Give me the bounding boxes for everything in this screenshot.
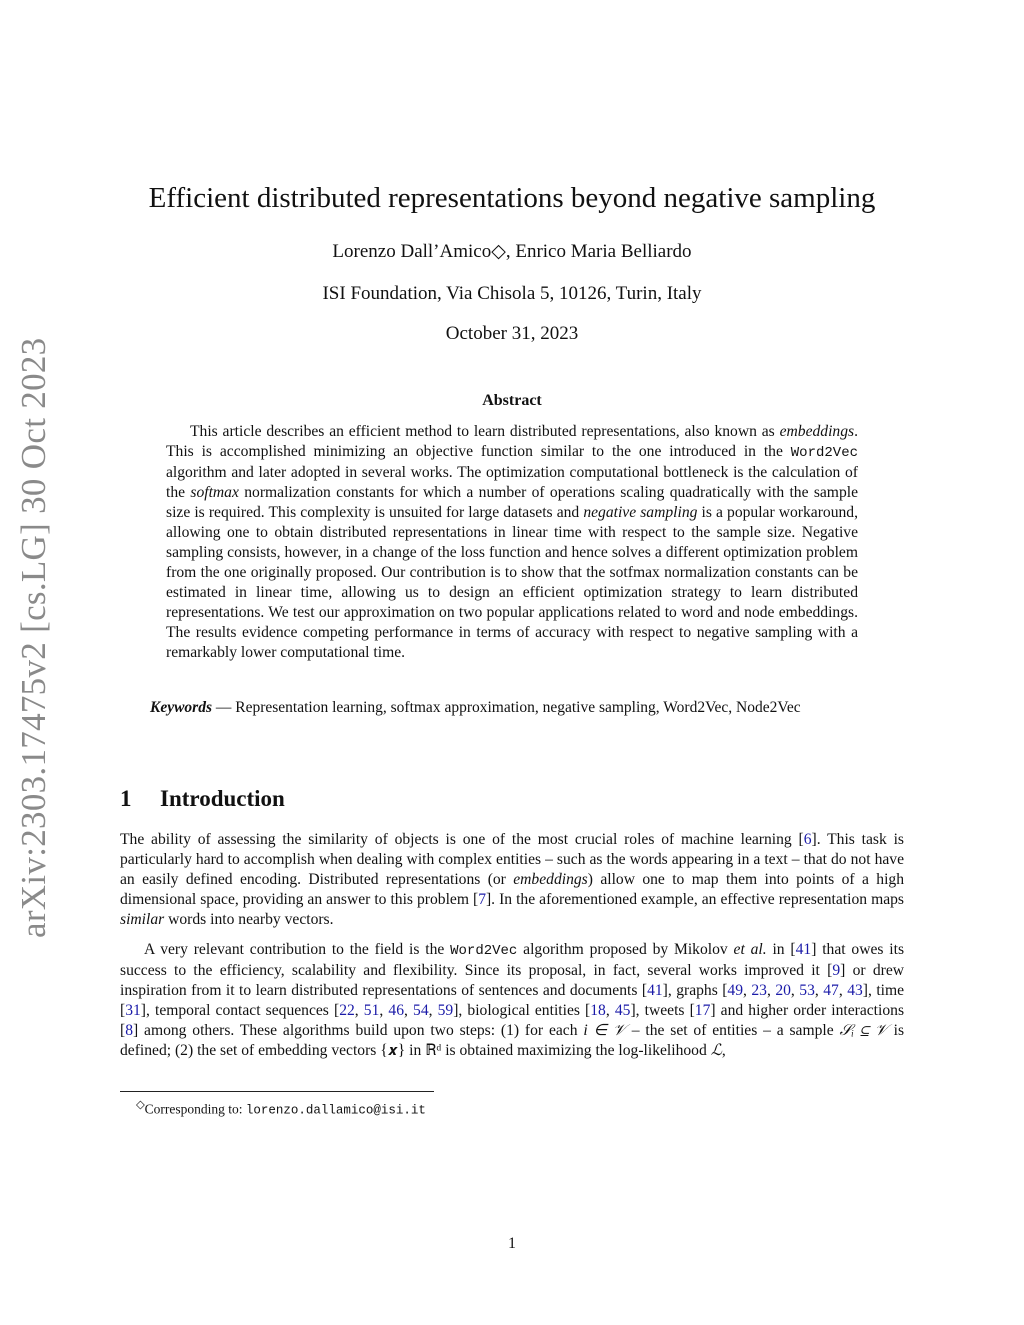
text-segment: ] and higher order interactions [ bbox=[120, 1002, 905, 1039]
citation-link[interactable]: 43 bbox=[847, 982, 863, 999]
citation-link[interactable]: 17 bbox=[694, 1002, 711, 1019]
abstract-segment: This article describes an efficient method to learn distributed representations, also known as bbox=[190, 423, 775, 440]
code-term: Word2Vec bbox=[450, 943, 518, 959]
text-segment: in [ bbox=[766, 941, 796, 958]
abstract-segment: is a popular workaround, allowing one to obtain distributed representations in linear time with respect to the sample size. Negative sampling consists, however, in a change of the loss function and hence solves a different optimization problem from the one originally proposed. Our contribution is to show that the sotfmax normalization constants can be estimated in linear time, allowing us to design an efficient optimization strategy to learn distributed representations. We test our approximation on two popular applications related to word and node embeddings. The results evidence competing performance in terms of accuracy with respect to negative sampling with a remarkably lower computational time. bbox=[166, 504, 858, 661]
citation-link[interactable]: 9 bbox=[832, 962, 841, 979]
abstract-segment: . This is accomplished minimizing an objective function similar to the one introduced in the bbox=[166, 423, 858, 460]
citation-link[interactable]: 23 bbox=[751, 982, 767, 999]
math-expression: ℒ bbox=[710, 1042, 722, 1059]
text-segment: words into nearby vectors. bbox=[164, 911, 334, 928]
page-number: 1 bbox=[508, 1235, 516, 1252]
citation-link[interactable]: 8 bbox=[125, 1022, 133, 1039]
section-number: 1 bbox=[120, 786, 132, 811]
text-segment: ]. In the aforementioned example, an effective representation maps bbox=[485, 891, 904, 908]
abstract-code: Word2Vec bbox=[790, 445, 858, 461]
text-segment: ], biological entities [ bbox=[453, 1002, 591, 1019]
section-title: Introduction bbox=[160, 786, 285, 811]
text-segment: ], graphs [ bbox=[662, 982, 728, 999]
text-segment: is obtained maximizing the log-likelihood bbox=[441, 1042, 711, 1059]
citation-link[interactable]: 6 bbox=[803, 831, 812, 848]
text-segment: ], tweets [ bbox=[630, 1002, 695, 1019]
text-segment: algorithm proposed by Mikolov bbox=[517, 941, 734, 958]
citation-link[interactable]: 46 bbox=[388, 1002, 404, 1019]
abstract-segment: algorithm and later adopted in several works. The optimization computational bottleneck is the calculation of the bbox=[166, 464, 858, 501]
footnote-text: Corresponding to: bbox=[144, 1101, 246, 1117]
emphasis: et al. bbox=[733, 941, 767, 958]
citation-link[interactable]: 7 bbox=[478, 891, 486, 908]
emphasis: embeddings bbox=[513, 871, 588, 888]
abstract-segment: normalization constants for which a number of operations scaling quadratically with the sample size is required. This complexity is unsuited for large datasets and bbox=[166, 484, 858, 521]
citation-link[interactable]: 41 bbox=[795, 941, 812, 958]
text-segment: A very relevant contribution to the field is the bbox=[144, 941, 451, 958]
citation-link[interactable]: 59 bbox=[437, 1002, 454, 1019]
abstract-emphasis: negative sampling bbox=[583, 504, 698, 521]
text-segment: – the set of entities – a sample bbox=[625, 1022, 840, 1039]
paper-affiliation: ISI Foundation, Via Chisola 5, 10126, Turin, Italy bbox=[322, 283, 702, 304]
text-segment: ] or drew inspiration from it to learn distributed representations of sentences and documents [ bbox=[120, 962, 905, 999]
math-expression: i ∈ 𝒱 bbox=[583, 1022, 626, 1039]
citation-link[interactable]: 22 bbox=[339, 1002, 355, 1019]
keywords-line bbox=[150, 698, 910, 718]
footnote-rule bbox=[120, 1091, 434, 1092]
text-segment: ], temporal contact sequences [ bbox=[140, 1002, 340, 1019]
paper-authors: Lorenzo Dall’Amico◇, Enrico Maria Belliardo bbox=[332, 241, 692, 262]
abstract-text bbox=[166, 422, 858, 663]
abstract-emphasis: softmax bbox=[190, 484, 239, 501]
section-heading bbox=[120, 786, 904, 812]
text-segment: ]. This task is particularly hard to accomplish when dealing with complex entities – such as the words appearing in a text – that do not have an easily defined encoding. Distributed representations (or bbox=[120, 831, 904, 888]
emphasis: similar bbox=[120, 911, 165, 928]
paper-date: October 31, 2023 bbox=[445, 323, 579, 344]
citation-link[interactable]: 51 bbox=[363, 1002, 380, 1019]
text-segment: in bbox=[405, 1042, 426, 1059]
citation-link[interactable]: 18 bbox=[590, 1002, 606, 1019]
math-expression: {𝒙} bbox=[380, 1042, 406, 1059]
citation-link[interactable]: 54 bbox=[413, 1002, 429, 1019]
intro-paragraph-2: A very relevant contribution to the field is the Word2Vec algorithm proposed by Mikolov et al. in [41] that owes its success to the efficiency, scalability and flexibility. Since its proposal, in fact, several works improved it [9] or drew inspiration from it to learn distributed representations of sentences and documents [41], graphs [49, 23, 20, 53, 47, 43], time [31], temporal contact sequences [22, 51, 46, 54, 59], biological entities [18, 45], tweets [17] and higher order interactions [8] among others. These algorithms build upon two steps: (1) for each i ∈ 𝒱 – the set of entities – a sample 𝒮ᵢ ⊆ 𝒱 is defined; (2) the set of embedding vectors {𝒙} in ℝᵈ is obtained maximizing the log-likelihood ℒ, bbox=[120, 941, 905, 1059]
citation-link[interactable]: 41 bbox=[647, 982, 663, 999]
arxiv-identifier: arXiv:2303.17475v2 [cs.LG] 30 Oct 2023 bbox=[14, 337, 53, 938]
abstract-heading: Abstract bbox=[482, 392, 542, 409]
citation-link[interactable]: 45 bbox=[614, 1002, 631, 1019]
text-segment: ) allow one to map them into points of a high dimensional space, providing an answer to this problem [ bbox=[120, 871, 904, 908]
math-expression: ℝᵈ bbox=[425, 1042, 442, 1059]
text-segment: ] that owes its success to the efficiency, scalability and flexibility. Since its proposal, in fact, several works improved it [ bbox=[120, 941, 905, 979]
text-segment: is defined; (2) the set of embedding vectors bbox=[120, 1022, 905, 1059]
intro-paragraph-1 bbox=[120, 830, 904, 930]
keywords-dash: — bbox=[212, 699, 236, 716]
text-segment: ], time [ bbox=[120, 982, 905, 1019]
keywords-label: Keywords bbox=[150, 699, 212, 716]
text-segment: ] among others. These algorithms build upon two steps: (1) for each bbox=[133, 1022, 584, 1039]
text-segment: The ability of assessing the similarity of objects is one of the most crucial roles of machine learning [ bbox=[120, 831, 804, 848]
citation-link[interactable]: 49 bbox=[727, 982, 744, 999]
footnote-email[interactable]: lorenzo.dallamico@isi.it bbox=[245, 1103, 426, 1118]
keywords-text: Representation learning, softmax approximation, negative sampling, Word2Vec, Node2Vec bbox=[235, 699, 801, 716]
citation-link[interactable]: 53 bbox=[799, 982, 815, 999]
abstract-emphasis: embeddings bbox=[779, 423, 855, 440]
footnote bbox=[136, 1096, 896, 1120]
math-expression: 𝒮ᵢ ⊆ 𝒱 bbox=[839, 1022, 888, 1039]
citation-link[interactable]: 31 bbox=[125, 1002, 141, 1019]
text-segment: , bbox=[721, 1042, 726, 1059]
paper-title: Efficient distributed representations beyond negative sampling bbox=[148, 182, 876, 214]
citation-link[interactable]: 20 bbox=[775, 982, 791, 999]
citation-link[interactable]: 47 bbox=[823, 982, 839, 999]
footnote-marker: ◇ bbox=[136, 1099, 145, 1111]
